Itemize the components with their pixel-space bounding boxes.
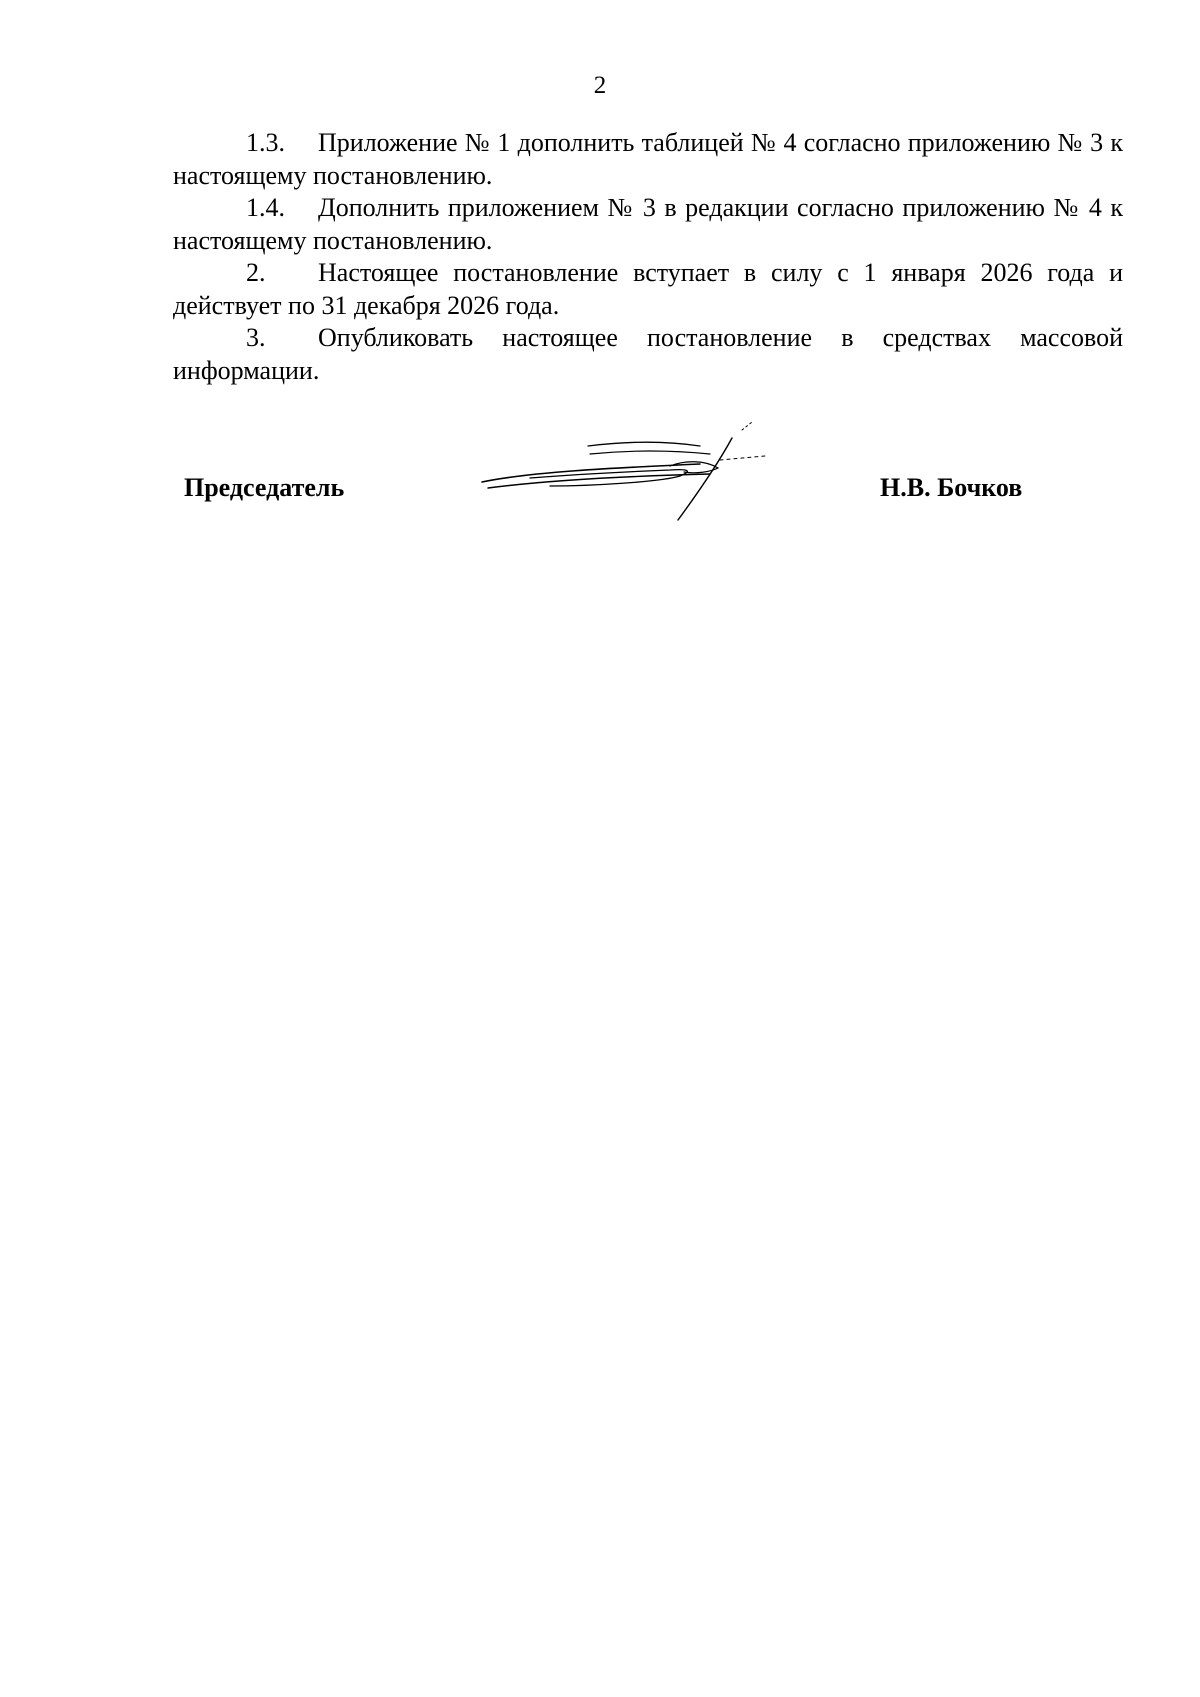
paragraph-number: 2. [246, 258, 266, 287]
signature-stroke [678, 438, 732, 520]
paragraph-text: Дополнить приложением № 3 в редакции согласно приложению № 4 к настоящему постановлению. [173, 193, 1123, 255]
paragraph [173, 192, 1123, 257]
paragraph-text: Опубликовать настоящее постановление в средствах массовой информации. [173, 323, 1123, 385]
signature-stroke [742, 422, 752, 430]
handwritten-signature [470, 420, 790, 530]
signature-stroke [720, 456, 765, 460]
signatory-title: Председатель [184, 473, 345, 502]
paragraph-text: Приложение № 1 дополнить таблицей № 4 согласно приложению № 3 к настоящему постановлению. [173, 128, 1123, 190]
paragraph [173, 257, 1123, 322]
signature-stroke [590, 451, 710, 454]
paragraph [173, 127, 1123, 192]
signature-block [0, 420, 1200, 530]
paragraph [173, 322, 1123, 387]
page-number: 2 [593, 72, 607, 99]
signature-stroke [670, 462, 718, 473]
document-body [173, 127, 1123, 387]
paragraph-number: 3. [246, 323, 266, 352]
paragraph-text: Настоящее постановление вступает в силу с 1 января 2026 года и действует по 31 декабря 2026 года. [173, 258, 1123, 320]
signature-stroke [588, 442, 700, 446]
paragraph-number: 1.3. [246, 128, 285, 157]
paragraph-number: 1.4. [246, 193, 285, 222]
signatory-name: Н.В. Бочков [880, 473, 1023, 502]
